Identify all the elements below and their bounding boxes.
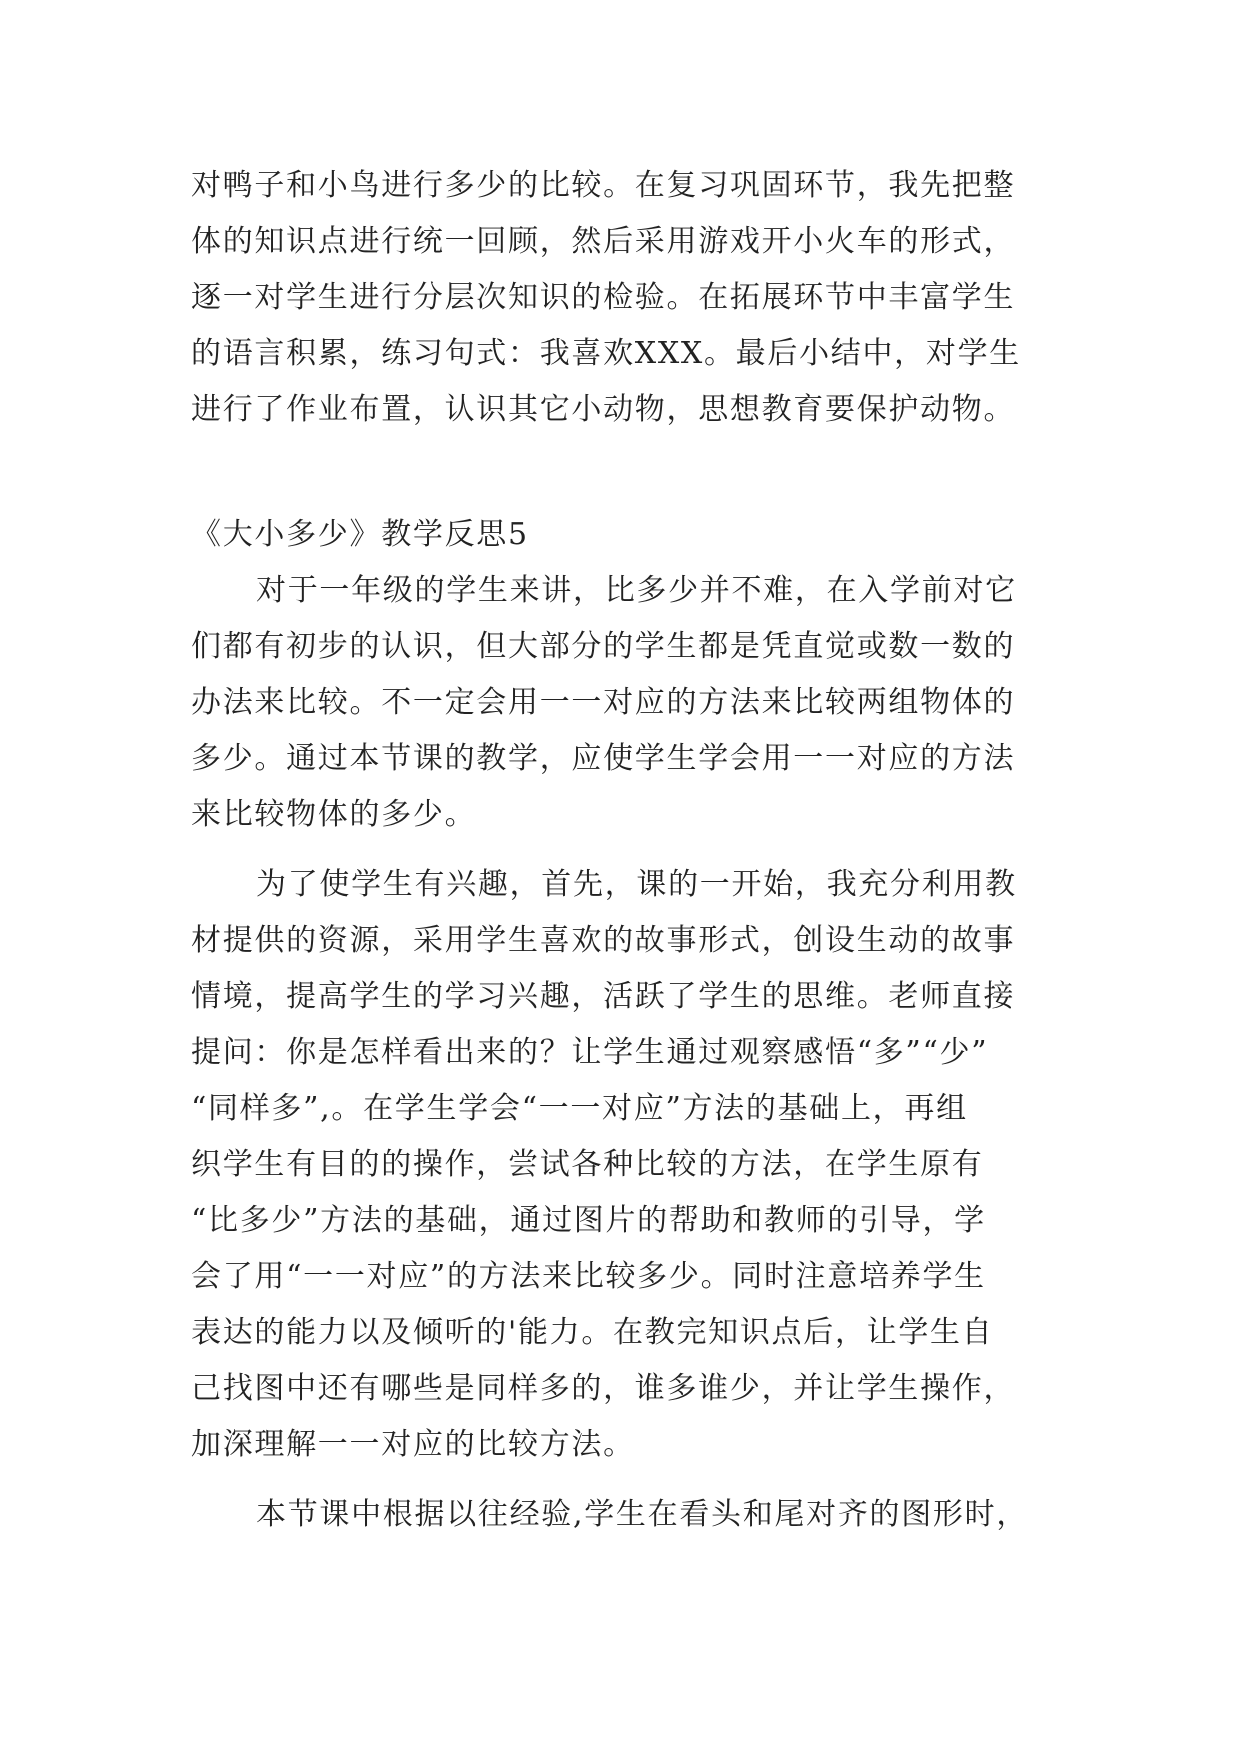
text-line: 逐一对学生进行分层次知识的检验。在拓展环节中丰富学生 (191, 280, 1016, 315)
text-line: 体的知识点进行统一回顾，然后采用游戏开小火车的形式， (191, 224, 1016, 259)
text-line: 进行了作业布置，认识其它小动物，思想教育要保护动物。 (191, 392, 1016, 427)
text-line: 多少。通过本节课的教学，应使学生学会用一一对应的方法 (191, 741, 1016, 776)
text-line: 表达的能力以及倾听的'能力。在教完知识点后，让学生自 (191, 1315, 994, 1350)
section-heading: 《大小多少》教学反思5 (191, 517, 529, 552)
text-line: 材提供的资源，采用学生喜欢的故事形式，创设生动的故事 (191, 923, 1016, 958)
text-line: 办法来比较。不一定会用一一对应的方法来比较两组物体的 (191, 685, 1016, 720)
text-line: 为了使学生有兴趣，首先，课的一开始，我充分利用教 (256, 867, 1017, 902)
text-line: 的语言积累，练习句式：我喜欢XXX。最后小结中，对学生 (191, 336, 1021, 371)
text-line: 织学生有目的的操作，尝试各种比较的方法，在学生原有 (191, 1147, 984, 1182)
text-line: 对于一年级的学生来讲，比多少并不难，在入学前对它 (256, 573, 1017, 608)
text-line: 情境，提高学生的学习兴趣，活跃了学生的思维。老师直接 (191, 979, 1016, 1014)
text-line: 提问：你是怎样看出来的？让学生通过观察感悟“多”“少” (191, 1035, 989, 1070)
text-line: 来比较物体的多少。 (191, 797, 477, 832)
text-line: “比多少”方法的基础，通过图片的帮助和教师的引导，学 (191, 1203, 986, 1238)
text-line: 会了用“一一对应”的方法来比较多少。同时注意培养学生 (191, 1259, 986, 1294)
text-line: 本节课中根据以往经验,学生在看头和尾对齐的图形时， (256, 1497, 1029, 1532)
text-line: 己找图中还有哪些是同样多的，谁多谁少，并让学生操作， (191, 1371, 1016, 1406)
text-line: 们都有初步的认识，但大部分的学生都是凭直觉或数一数的 (191, 629, 1016, 664)
text-line: “同样多”,。在学生学会“一一对应”方法的基础上，再组 (191, 1091, 968, 1126)
text-line: 加深理解一一对应的比较方法。 (191, 1427, 635, 1462)
text-line: 对鸭子和小鸟进行多少的比较。在复习巩固环节，我先把整 (191, 168, 1016, 203)
